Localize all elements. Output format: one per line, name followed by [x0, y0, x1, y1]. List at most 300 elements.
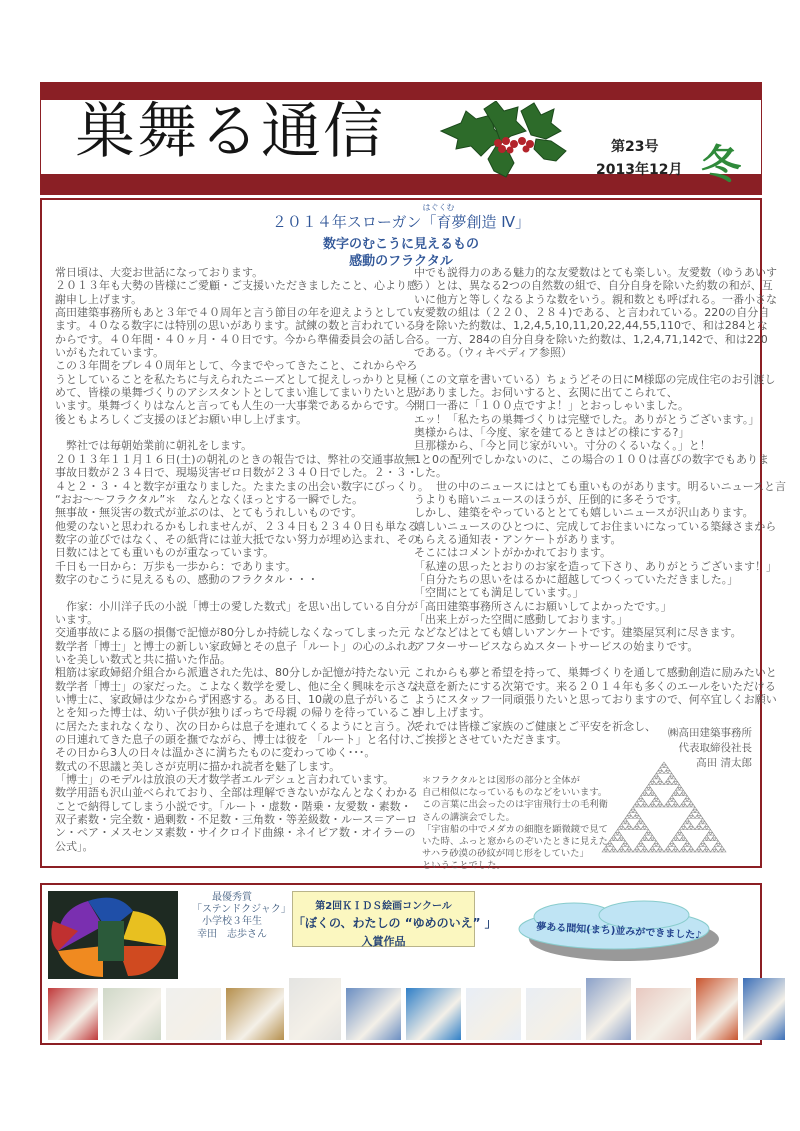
triangle-mark [676, 793, 680, 796]
triangle-mark [656, 804, 660, 807]
triangle-mark [712, 846, 716, 849]
text-line: とを知った博士は、幼い子供が独りぼっちで母親 の帰りを待っていること [55, 706, 422, 720]
triangle-mark [683, 844, 687, 847]
triangle-mark [693, 807, 697, 810]
triangle-mark [643, 824, 647, 827]
triangle-mark [625, 815, 629, 818]
triangle-mark [695, 849, 699, 852]
triangle-mark [666, 846, 670, 849]
text-line: 数字のむこうに見えるもの、感動のフラクタル・・・ [55, 572, 319, 586]
triangle-mark [687, 844, 691, 847]
triangle-mark [680, 849, 684, 852]
triangle-mark [641, 849, 645, 852]
triangle-mark [649, 832, 653, 835]
text-line: もらえる通知表・アンケートがあります。 [414, 532, 622, 546]
triangle-mark [645, 787, 649, 790]
triangle-mark [676, 787, 680, 790]
triangle-mark [649, 838, 653, 841]
text-line: 常日頃は、大変お世話になっております。 [55, 266, 264, 279]
triangle-mark [610, 844, 614, 847]
triangle-mark [680, 827, 684, 830]
triangle-mark [637, 799, 641, 802]
text-line: サハラ砂漠の砂紋が同じ形をしていた」 [422, 848, 589, 860]
text-line: 嬉しいニュースのひとつに、完成してお住まいになっている築縁さまから [414, 519, 777, 533]
triangle-mark [683, 838, 687, 841]
triangle-mark [703, 821, 707, 824]
triangle-mark [695, 827, 699, 830]
entry-thumbnail [289, 978, 341, 1040]
triangle-mark [614, 832, 618, 835]
triangle-mark [687, 821, 691, 824]
text-line: 旦那様から、「今と同じ家がいい。寸分のくるいなく。」と！ [414, 439, 711, 453]
triangle-mark [635, 813, 639, 816]
triangle-mark [641, 838, 645, 841]
text-line: ます。４０なる数字には特別の思いがあります。試練の数と言われている [55, 319, 417, 333]
triangle-mark [674, 846, 678, 849]
triangle-mark [703, 844, 707, 847]
triangle-mark [618, 838, 622, 841]
text-line: 奥様からは、「今度、家を建てるときはどの様にする?」 [414, 426, 690, 440]
triangle-mark [666, 779, 670, 782]
triangle-mark [625, 849, 629, 852]
triangle-mark [637, 849, 641, 852]
text-line: うとしていることを私たちに与えられたニーズとして捉えしっかりと見極 [55, 372, 418, 386]
entry-thumbnail [346, 988, 401, 1040]
text-line: 身を除いた約数は、1,2,4,5,10,11,20,22,44,55,110で、和は284とな [414, 319, 768, 333]
triangle-mark [641, 793, 645, 796]
triangle-mark [664, 782, 668, 785]
triangle-mark [650, 801, 654, 804]
entry-thumbnail [586, 978, 631, 1040]
triangle-mark [695, 815, 699, 818]
triangle-mark [631, 807, 635, 810]
triangle-mark [683, 799, 687, 802]
triangle-mark [705, 835, 709, 838]
text-line: ご挨拶とさせていただきます。 [414, 733, 568, 747]
award-artist: 幸田 志歩さん [197, 928, 267, 940]
text-line [55, 586, 429, 599]
text-line: 数学用語も沢山並べられており、全部は理解できないがなんとなくわかる [55, 786, 418, 800]
triangle-mark [683, 827, 687, 830]
triangle-mark [652, 838, 656, 841]
triangle-mark [672, 776, 676, 779]
text-line: い博士に、家政婦は少なからず困惑する。ある日、10歳の息子がいるこ [55, 693, 410, 706]
right-column-text [414, 266, 786, 746]
newsletter-title: 巣舞る通信 [75, 97, 385, 167]
text-line: （この文章を書いている）ちょうどその日にM様邸の完成住宅のお引渡し [414, 372, 776, 386]
triangle-mark [699, 849, 703, 852]
text-line: した。 [414, 466, 447, 480]
triangle-mark [680, 832, 684, 835]
triangle-mark [691, 815, 695, 818]
text-line: 弊社では毎朝始業前に朝礼をします。 [55, 439, 253, 453]
triangle-mark [691, 804, 695, 807]
triangle-mark [650, 779, 654, 782]
text-line: ２０１３年も大勢の皆様にご愛顧・ご支援いただきましたこと、心より感 [55, 279, 418, 293]
cloud-text: 夢ある間知(まち)並みができました♪ [535, 921, 702, 942]
text-line: 日数にはとても重いものが重なっています。 [55, 546, 275, 560]
text-line: がありました。お伺いすると、玄関に出てこられて、 [414, 386, 678, 400]
triangle-mark [656, 770, 660, 773]
triangle-mark [660, 770, 664, 773]
triangle-mark [635, 824, 639, 827]
triangle-mark [689, 846, 693, 849]
triangle-mark [641, 827, 645, 830]
triangle-mark [625, 821, 629, 824]
triangle-mark [664, 770, 668, 773]
left-column-text [55, 266, 429, 853]
triangle-mark [660, 804, 664, 807]
triangle-mark [639, 841, 643, 844]
holly-icon [436, 101, 576, 179]
main-article [40, 198, 787, 872]
text-line: 「自分たちの思いをはるかに超越してつくっていただきました。」 [414, 572, 739, 586]
text-line: 公式｣。 [55, 839, 94, 853]
triangle-mark [678, 785, 682, 788]
text-line: 双子素数・完全数・過剰数・不足数・三角数・等差級数・ルース＝アーロ [55, 813, 418, 827]
issue-number: 第23号 [611, 139, 659, 155]
triangle-mark [643, 846, 647, 849]
entry-thumbnail [226, 988, 284, 1040]
text-line: “おお〜〜フラクタル”＊ なんとなくほっとする一瞬でした。 [55, 492, 364, 506]
triangle-mark [658, 846, 662, 849]
triangle-mark [627, 846, 631, 849]
triangle-mark [656, 844, 660, 847]
triangle-mark [716, 841, 720, 844]
text-line: 「高田建築事務所さんにお願いしてよかったです。」 [414, 599, 672, 613]
text-line: ようにスタッフ一同頑張りたいと思っておりますので、何卒宜しくお願い [414, 693, 777, 706]
text-line: います。 [55, 612, 99, 626]
triangle-mark [637, 815, 641, 818]
text-line: 後ともよろしくご支援のほどお願い申し上げます。 [55, 412, 308, 426]
triangle-mark [652, 849, 656, 852]
headline-ruby: はぐくむ [422, 203, 455, 212]
text-line: 粗筋は家政婦紹介組合から派遣された先は、80分しか記憶が持たない元 [55, 666, 410, 680]
triangle-mark [714, 838, 718, 841]
triangle-mark [683, 821, 687, 824]
entry-thumbnail [636, 988, 691, 1040]
triangle-mark [680, 838, 684, 841]
triangle-mark [637, 821, 641, 824]
triangle-mark [699, 844, 703, 847]
entry-thumbnail [743, 978, 785, 1040]
triangle-mark [635, 846, 639, 849]
text-line: この言葉に出会ったのは宇宙飛行士の毛利衛 [422, 799, 608, 811]
triangle-mark [664, 804, 668, 807]
triangle-mark [701, 818, 705, 821]
triangle-mark [643, 835, 647, 838]
triangle-mark [703, 838, 707, 841]
text-line: しかし、建築をやっているととても嬉しいニュースが沢山あります。 [414, 506, 754, 520]
text-line: 1と0の配列でしかないのに、この場合の１００は喜びの数字でもありま [414, 452, 769, 466]
triangle-mark [645, 838, 649, 841]
triangle-mark [689, 813, 693, 816]
triangle-mark [689, 801, 693, 804]
triangle-mark [697, 846, 701, 849]
triangle-mark [629, 827, 633, 830]
triangle-mark [711, 849, 715, 852]
triangle-mark [656, 776, 660, 779]
text-line: いに他方と等しくなるような数をいう。親和数とも呼ばれる。一番小さな [414, 292, 777, 306]
text-line: る。一方、284の自分自身を除いた約数は、1,2,4,71,142で、和は220 [414, 332, 768, 346]
text-line: などなどはとても嬉しいアンケートです。建築屋冥利に尽きます。 [414, 626, 742, 640]
triangle-mark [658, 779, 662, 782]
triangle-mark [652, 799, 656, 802]
triangle-mark [633, 849, 637, 852]
triangle-mark [652, 782, 656, 785]
triangle-mark [701, 841, 705, 844]
triangle-mark [718, 844, 722, 847]
triangle-mark [649, 782, 653, 785]
triangle-mark [618, 832, 622, 835]
triangle-mark [672, 838, 676, 841]
triangle-mark [709, 830, 713, 833]
text-line: いを美しい数式と共に描いた作品。 [55, 652, 231, 666]
triangle-mark [614, 838, 618, 841]
triangle-mark [703, 849, 707, 852]
triangle-mark [618, 849, 622, 852]
triangle-mark [683, 793, 687, 796]
triangle-mark [614, 849, 618, 852]
triangle-mark [662, 762, 666, 765]
entry-thumbnails [48, 978, 785, 1040]
triangle-mark [633, 827, 637, 830]
triangle-mark [681, 790, 685, 793]
triangle-mark [668, 844, 672, 847]
triangle-mark [670, 796, 674, 799]
text-line: さんの講演会でした。 [422, 811, 515, 823]
triangle-mark [685, 818, 689, 821]
text-line: 決意を新たにする次第です。来る２０１４年も多くのエールをいただける [414, 679, 776, 693]
triangle-mark [621, 827, 625, 830]
triangle-mark [639, 796, 643, 799]
cloud-callout [514, 899, 724, 965]
triangle-mark [641, 844, 645, 847]
triangle-mark [697, 824, 701, 827]
award-work-title: 「ステンドクジャク」 [192, 904, 291, 916]
text-line: 「博士」のモデルは放浪の天才数学者エルデシュと言われています。 [55, 773, 395, 787]
triangle-mark [654, 773, 658, 776]
triangle-mark [602, 849, 606, 852]
triangle-mark [627, 824, 631, 827]
triangle-mark [664, 849, 668, 852]
triangle-mark [668, 776, 672, 779]
triangle-mark [619, 846, 623, 849]
triangle-mark [629, 810, 633, 813]
triangle-mark [711, 832, 715, 835]
text-line: 中でも説得力のある魅力的な友愛数はとても楽しい。友愛数（ゆうあいす [414, 266, 777, 279]
contest-name: 第2回ＫＩＤＳ絵画コンクール [315, 901, 452, 912]
award-grade: 小学校３年生 [202, 916, 262, 928]
text-line: 事故日数が２３４日で、現場災害ゼロ日数が２３４０日でした。２・３・ [55, 466, 418, 480]
triangle-mark [674, 801, 678, 804]
triangle-mark [668, 770, 672, 773]
headline-subtitle: 数字のむこうに見えるもの [322, 237, 479, 252]
triangle-mark [668, 782, 672, 785]
text-line: 「空間にとても満足しています。」 [414, 586, 584, 600]
text-line: である。（ウィキペディア参照） [414, 346, 572, 360]
contest-subtitle: 入賞作品 [361, 935, 406, 948]
triangle-mark [707, 832, 711, 835]
triangle-mark [627, 813, 631, 816]
triangle-mark [699, 815, 703, 818]
triangle-mark [623, 841, 627, 844]
triangle-mark [645, 849, 649, 852]
text-line: 開口一番に「１００点ですよ！」とおっしゃいました。 [414, 399, 689, 413]
triangle-mark [650, 835, 654, 838]
triangle-mark [707, 827, 711, 830]
text-line: うよりも暗いニュースのほうが、圧倒的に多そうです。 [414, 492, 688, 506]
triangle-mark [664, 765, 668, 768]
triangle-mark [674, 835, 678, 838]
triangle-mark [619, 824, 623, 827]
triangle-mark [610, 838, 614, 841]
triangle-mark [681, 824, 685, 827]
contest-section [40, 883, 762, 1045]
triangle-mark [641, 821, 645, 824]
triangle-mark [625, 844, 629, 847]
headline-subtitle-2: 感動のフラクタル [349, 254, 453, 269]
text-line: 友愛数の組は（２２０、２８４)である、と言われている。220の自分自 [414, 306, 770, 320]
triangle-mark [618, 827, 622, 830]
text-line: 謝申し上げます。 [55, 292, 143, 306]
entry-thumbnail [696, 978, 738, 1040]
triangle-mark [672, 793, 676, 796]
award-name: 最優秀賞 [212, 892, 252, 903]
triangle-mark [621, 844, 625, 847]
triangle-mark [672, 844, 676, 847]
triangle-mark [621, 821, 625, 824]
triangle-mark [633, 804, 637, 807]
text-line [414, 653, 786, 666]
triangle-mark [660, 849, 664, 852]
text-line: いた時、ふっと窓からのぞいたときに見えた [422, 836, 608, 848]
triangle-mark [656, 799, 660, 802]
triangle-mark [685, 796, 689, 799]
triangle-mark [687, 827, 691, 830]
triangle-mark [635, 801, 639, 804]
triangle-mark [639, 818, 643, 821]
triangle-mark [685, 841, 689, 844]
triangle-mark [616, 830, 620, 833]
text-line: ということでした。 [422, 860, 506, 872]
text-line: 数字の並びではなく、その紙背には並大抵でない努力が埋め込まれ、その [55, 532, 419, 546]
triangle-mark [680, 787, 684, 790]
triangle-mark [612, 835, 616, 838]
triangle-mark [612, 846, 616, 849]
triangle-mark [656, 849, 660, 852]
triangle-mark [720, 846, 724, 849]
triangle-mark [681, 801, 685, 804]
triangle-mark [649, 793, 653, 796]
triangle-mark [645, 827, 649, 830]
text-line: それでは皆様ご家族のご健康とご平安を祈念し、 [414, 719, 656, 733]
triangle-mark [649, 787, 653, 790]
triangle-mark [643, 801, 647, 804]
triangle-mark [670, 773, 674, 776]
triangle-mark [683, 804, 687, 807]
triangle-mark [621, 838, 625, 841]
triangle-mark [703, 827, 707, 830]
text-line: 数式の不思議と美しさが克明に描かれ読者を魅了します。 [55, 759, 341, 773]
triangle-mark [652, 844, 656, 847]
triangle-mark [714, 849, 718, 852]
triangle-mark [649, 849, 653, 852]
text-line: います。巣舞づくりはなんと言っても人生の一大事業であるからです。今 [55, 399, 417, 413]
triangle-mark [633, 815, 637, 818]
triangle-mark [670, 841, 674, 844]
triangle-mark [633, 810, 637, 813]
text-line: ン・ペア・メスセンヌ素数・サイクロイド曲線・ネイピア数・オイラーの [55, 826, 416, 840]
triangle-mark [668, 799, 672, 802]
triangle-mark [641, 804, 645, 807]
sierpinski-triangle-figure [600, 760, 728, 854]
triangle-mark [691, 827, 695, 830]
triangle-mark [687, 799, 691, 802]
triangle-mark [637, 804, 641, 807]
triangle-mark [705, 846, 709, 849]
triangle-mark [625, 827, 629, 830]
text-line: これからも夢と希望を持って、巣舞づくりを通して感動創造に励みたいと [414, 666, 777, 680]
triangle-mark [722, 849, 726, 852]
text-line: ことで納得してしまう小説です。「ルート・虚数・階乗・友愛数・素数・ [55, 799, 412, 813]
signature-role: 代表取締役社長 [678, 742, 752, 754]
triangle-mark [658, 768, 662, 771]
issue-date: 2013年12月 [596, 162, 683, 178]
triangle-mark [676, 838, 680, 841]
triangle-mark [680, 804, 684, 807]
triangle-mark [650, 790, 654, 793]
triangle-mark [647, 785, 651, 788]
triangle-mark [629, 815, 633, 818]
triangle-mark [714, 844, 718, 847]
text-line: ４と２・３・４と数字が重なりました。たまたまの出会い数字にびっくり。 [55, 479, 429, 493]
triangle-mark [674, 790, 678, 793]
award-caption [192, 892, 291, 941]
triangle-mark [610, 849, 614, 852]
triangle-mark [695, 810, 699, 813]
triangle-mark [711, 838, 715, 841]
triangle-mark [680, 793, 684, 796]
triangle-mark [689, 824, 693, 827]
winning-painting-image [48, 891, 178, 979]
triangle-mark [676, 804, 680, 807]
text-line: そこにはコメントがかかれております。 [414, 546, 612, 560]
text-line: 「私達の思ったとおりのお家を造って下さり、ありがとうございます！」 [414, 559, 777, 573]
triangle-mark [668, 804, 672, 807]
triangle-mark [606, 849, 610, 852]
triangle-mark [699, 827, 703, 830]
headline-slogan: ２０１４年スローガン「育夢創造 Ⅳ」 [271, 213, 531, 231]
triangle-mark [660, 765, 664, 768]
triangle-mark [606, 844, 610, 847]
entry-thumbnail [48, 988, 98, 1040]
triangle-mark [660, 782, 664, 785]
text-line: めて、皆様の巣舞づくりのアシスタントとしてまい進してまいりたいと思 [55, 386, 418, 400]
triangle-mark [707, 849, 711, 852]
text-line: 無事故・無災害の数式が並ぶのは、とてもうれしいものです。 [55, 506, 363, 520]
triangle-mark [687, 815, 691, 818]
text-line: う）とは、異なる2つの自然数の組で、自分自身を除いた約数の和が、互 [414, 279, 773, 293]
triangle-mark [672, 782, 676, 785]
entry-thumbnail [166, 988, 221, 1040]
triangle-mark [666, 768, 670, 771]
triangle-mark [712, 835, 716, 838]
triangle-mark [666, 801, 670, 804]
triangle-mark [672, 799, 676, 802]
triangle-mark [707, 838, 711, 841]
triangle-mark [687, 849, 691, 852]
